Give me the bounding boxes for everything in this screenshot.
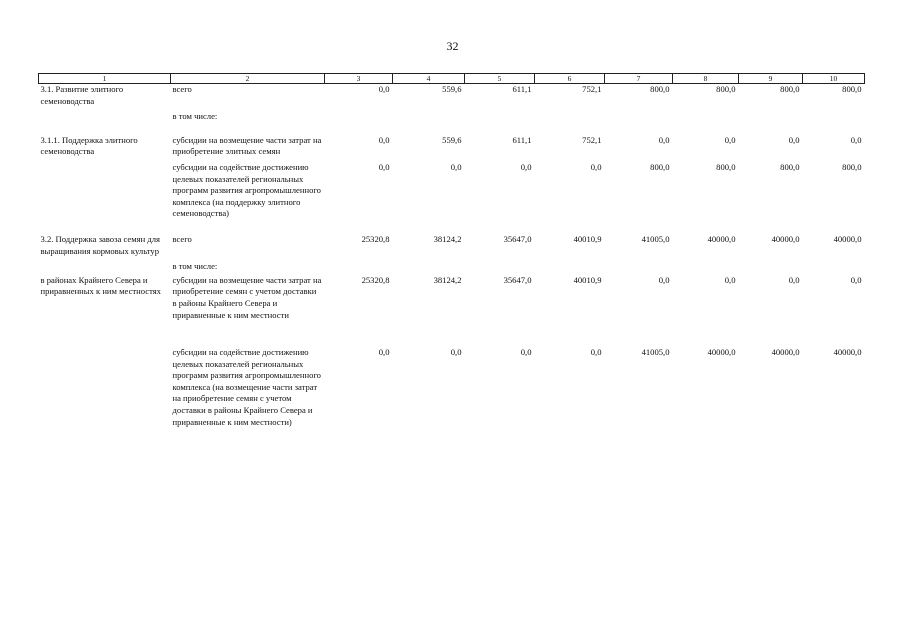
row-spacer-cell (39, 321, 865, 347)
table-row (39, 111, 865, 123)
value-cell-col-5: 0,0 (520, 347, 532, 358)
value-cell-col-3: 25320,8 (361, 233, 390, 244)
value-cell-col-7: 800,0 (650, 84, 670, 94)
value-cell-col-9: 800,0 (780, 84, 800, 94)
value-cell-col-5 (465, 111, 535, 123)
value-cell-col-4: 0,0 (450, 347, 462, 358)
header-col-8: 8 (673, 74, 739, 84)
value-cell-col-10: 40000,0 (833, 233, 862, 244)
value-cell-col-9: 800,0 (780, 161, 800, 172)
value-cell-col-4: 559,6 (442, 84, 462, 94)
value-cell-col-4 (393, 111, 465, 123)
value-cell-col-6: 0,0 (590, 161, 602, 172)
value-cell-col-9: 40000,0 (771, 233, 800, 244)
row-section-label: 3.1. Развитие элитного семеноводства (40, 84, 124, 106)
value-cell-col-8: 0,0 (724, 134, 736, 145)
value-cell-col-3: 25320,8 (361, 274, 390, 285)
value-cell-col-5 (465, 261, 535, 273)
value-cell-col-8 (673, 111, 739, 123)
value-cell-col-8: 800,0 (716, 161, 736, 172)
value-cell-col-7: 0,0 (658, 274, 670, 285)
value-cell-col-7 (605, 261, 673, 273)
row-spacer (39, 123, 865, 135)
value-cell-col-3: 0,0 (378, 84, 390, 94)
value-cell-col-6: 752,1 (582, 134, 602, 145)
value-cell-col-6: 40010,9 (573, 274, 602, 285)
row-description: субсидии на возмещение части затрат на приобретение элитных семян (172, 134, 322, 157)
value-cell-col-8: 0,0 (724, 274, 736, 285)
value-cell-col-4: 38124,2 (433, 274, 462, 285)
row-description: всего (172, 233, 192, 244)
header-col-6: 6 (535, 74, 605, 84)
value-cell-col-6: 40010,9 (573, 233, 602, 244)
row-section-label: в районах Крайнего Севера и приравненных к ним местностях (40, 274, 161, 297)
header-col-2: 2 (171, 74, 325, 84)
value-cell-col-10: 0,0 (850, 274, 862, 285)
row-section-label (39, 111, 171, 123)
budget-table-container (38, 73, 864, 428)
value-cell-col-4: 0,0 (450, 161, 462, 172)
value-cell-col-5: 611,1 (512, 84, 532, 94)
row-description: субсидии на содействие достижению целевых показателей региональных программ развития агропромышленного комплекса (на поддержку элитного семеноводства) (172, 161, 321, 219)
value-cell-col-8: 40000,0 (707, 233, 736, 244)
value-cell-col-10 (803, 111, 865, 123)
row-description: в том числе: (172, 111, 218, 122)
value-cell-col-5: 0,0 (520, 161, 532, 172)
row-spacer (39, 220, 865, 234)
value-cell-col-7: 41005,0 (641, 347, 670, 358)
value-cell-col-6: 752,1 (582, 84, 602, 94)
value-cell-col-9 (739, 111, 803, 123)
row-description: субсидии на содействие достижению целевых показателей региональных программ развития агропромышленного комплекса (на возмещение части затрат на приобретение семян с учетом доставки в районы Крайнего Севера и приравненные к ним местности) (172, 347, 321, 427)
row-section-label: 3.2. Поддержка завоза семян для выращивания кормовых культур (40, 233, 160, 256)
value-cell-col-3: 0,0 (378, 347, 390, 358)
value-cell-col-4: 559,6 (442, 134, 462, 145)
value-cell-col-3 (325, 261, 393, 273)
row-spacer-cell (39, 220, 865, 234)
value-cell-col-4: 38124,2 (433, 233, 462, 244)
row-spacer-cell (39, 123, 865, 135)
value-cell-col-7 (605, 111, 673, 123)
value-cell-col-6 (535, 111, 605, 123)
value-cell-col-9: 40000,0 (771, 347, 800, 358)
header-row (39, 74, 865, 84)
value-cell-col-8: 800,0 (716, 84, 736, 94)
value-cell-col-10: 40000,0 (833, 347, 862, 358)
value-cell-col-9 (739, 261, 803, 273)
value-cell-col-4 (393, 261, 465, 273)
table-row (39, 347, 865, 428)
value-cell-col-10: 800,0 (842, 161, 862, 172)
value-cell-col-3 (325, 111, 393, 123)
row-spacer (39, 321, 865, 347)
value-cell-col-10 (803, 261, 865, 273)
table-row (39, 135, 865, 158)
table-row (39, 261, 865, 273)
value-cell-col-5: 35647,0 (503, 233, 532, 244)
table-body (39, 84, 865, 429)
value-cell-col-9: 0,0 (788, 134, 800, 145)
header-col-4: 4 (393, 74, 465, 84)
row-section-label: 3.1.1. Поддержка элитного семеноводства (40, 134, 138, 157)
header-col-1: 1 (39, 74, 171, 84)
value-cell-col-3: 0,0 (378, 134, 390, 145)
header-col-7: 7 (605, 74, 673, 84)
header-col-5: 5 (465, 74, 535, 84)
table-header (39, 74, 865, 84)
row-section-label (39, 162, 171, 220)
value-cell-col-9: 0,0 (788, 274, 800, 285)
row-description: субсидии на возмещение части затрат на приобретение семян с учетом доставки в районы Крайнего Севера и приравненные к ним местности (172, 274, 322, 320)
page-number: 32 (446, 39, 459, 53)
table-row (39, 275, 865, 321)
header-col-3: 3 (325, 74, 393, 84)
value-cell-col-6 (535, 261, 605, 273)
row-section-label (39, 347, 171, 428)
value-cell-col-10: 0,0 (850, 134, 862, 145)
value-cell-col-5: 611,1 (512, 134, 532, 145)
value-cell-col-5: 35647,0 (503, 274, 532, 285)
value-cell-col-7: 41005,0 (641, 233, 670, 244)
budget-table (38, 73, 865, 428)
row-section-label (39, 261, 171, 273)
header-col-10: 10 (803, 74, 865, 84)
row-description: в том числе: (172, 261, 218, 272)
table-row (39, 162, 865, 220)
value-cell-col-6: 0,0 (590, 347, 602, 358)
value-cell-col-7: 800,0 (650, 161, 670, 172)
header-col-9: 9 (739, 74, 803, 84)
value-cell-col-8 (673, 261, 739, 273)
value-cell-col-10: 800,0 (842, 84, 862, 94)
row-description: всего (172, 84, 192, 94)
value-cell-col-3: 0,0 (378, 161, 390, 172)
value-cell-col-8: 40000,0 (707, 347, 736, 358)
table-row (39, 234, 865, 257)
table-row (39, 84, 865, 108)
value-cell-col-7: 0,0 (658, 134, 670, 145)
